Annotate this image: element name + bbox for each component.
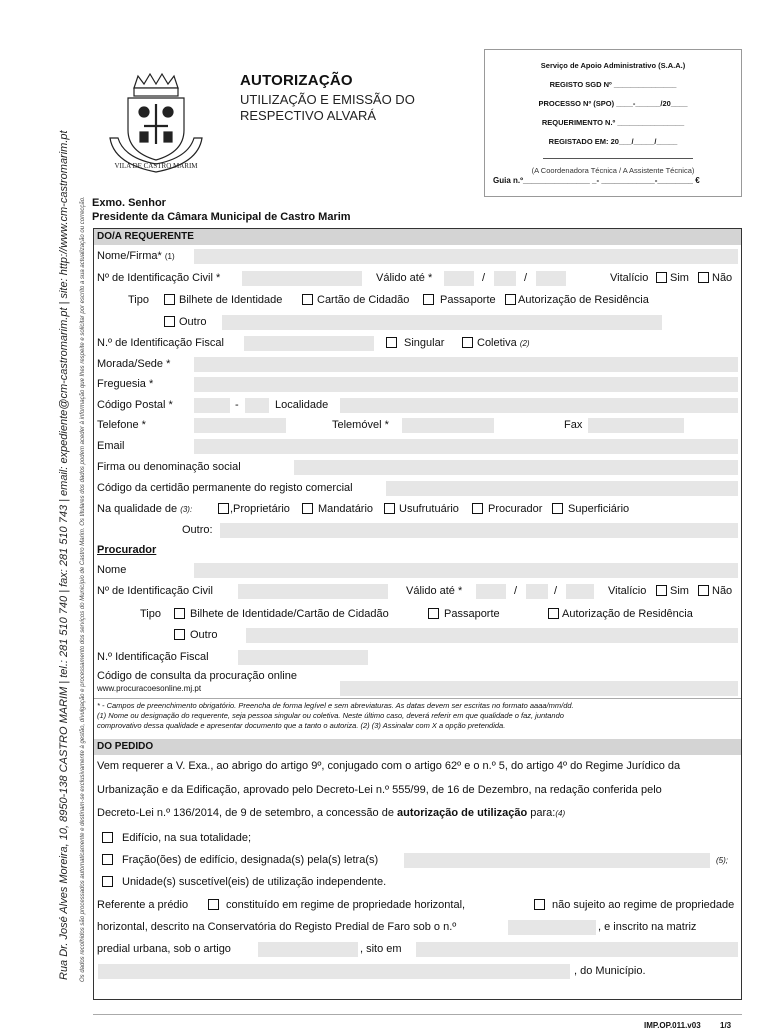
tipo-label: Tipo — [128, 294, 149, 306]
admin-requerimento-label: REQUERIMENTO N.º ________________ — [541, 118, 685, 127]
nome-field[interactable] — [194, 249, 738, 264]
qualidade-outro-field[interactable] — [220, 523, 738, 538]
telemovel-label: Telemóvel * — [332, 419, 389, 431]
localizacao-field[interactable] — [98, 964, 570, 979]
procurador-outro-label: Outro — [190, 629, 218, 641]
sito-field[interactable] — [416, 942, 738, 957]
qualidade-outro-label: Outro: — [182, 524, 213, 536]
certidao-label: Código da certidão permanente do registo comercial — [97, 482, 353, 494]
fracao-label: Fração(ões) de edifício, designada(s) pela(s) letra(s) — [122, 854, 379, 866]
procurador-sim-label: Sim — [670, 585, 689, 597]
procurador-valido-label: Válido até * — [406, 585, 463, 597]
valido-month-field[interactable] — [494, 271, 516, 286]
coat-of-arms-logo — [104, 68, 208, 180]
outro-label: Outro — [179, 316, 207, 328]
coletiva-label: Coletiva (2) — [477, 337, 530, 349]
artigo-field[interactable] — [258, 942, 358, 957]
admin-registado-label: REGISTADO EM: 20___/_____/_____ — [548, 137, 678, 146]
admin-processo-label: PROCESSO Nº (SPO) ____-______/20____ — [538, 99, 688, 108]
admin-registo-label: REGISTO SGD Nº _______________ — [549, 80, 677, 89]
superficiario-label: Superficiário — [568, 503, 630, 515]
bi-label: Bilhete de Identidade — [179, 294, 283, 306]
fracao-checkbox[interactable] — [102, 854, 113, 865]
consulta-label: Código de consulta da procuração online — [97, 670, 297, 682]
fracao-note: (5); — [716, 856, 728, 865]
section-pedido-header: DO PEDIDO — [94, 739, 741, 755]
procurador-passaporte-checkbox[interactable] — [428, 608, 439, 619]
singular-label: Singular — [404, 337, 445, 349]
footer-divider — [93, 1014, 742, 1015]
outro-checkbox[interactable] — [164, 316, 175, 327]
procurador-id-label: Nº de Identificação Civil — [97, 585, 213, 597]
signature-line — [543, 158, 693, 159]
passaporte-label: Passaporte — [440, 294, 496, 306]
addressee-line1: Exmo. Senhor — [92, 197, 166, 209]
id-civil-label: Nº de Identificação Civil * — [97, 272, 221, 284]
notes-line1: * - Campos de preenchimento obrigatório. Preencha de forma legível e sem abreviaturas. As datas devem ser escritas no formato aaaa/mm/dd. — [97, 701, 574, 710]
freguesia-label: Freguesia * — [97, 378, 154, 390]
procurador-valido-month-field[interactable] — [526, 584, 548, 599]
conservatoria-label: horizontal, descrito na Conservatória do Registo Predial de Faro sob o n.º — [97, 921, 457, 933]
procurador-label: Procurador — [488, 503, 543, 515]
valido-day-field[interactable] — [536, 271, 566, 286]
cc-label: Cartão de Cidadão — [317, 294, 410, 306]
procurador-bi-cc-checkbox[interactable] — [174, 608, 185, 619]
admin-office-box — [484, 49, 742, 197]
morada-field[interactable] — [194, 357, 738, 372]
admin-service-label: Serviço de Apoio Administrativo (S.A.A.) — [540, 61, 686, 70]
procurador-autorizacao-checkbox[interactable] — [548, 608, 559, 619]
notes-line2: (1) Nome ou designação do requerente, seja pessoa singular ou coletiva. Neste último caso, deverá referir em que qualidade o faz, juntando — [97, 711, 564, 720]
sito-label: , sito em — [360, 943, 402, 955]
procurador-nome-label: Nome — [97, 564, 127, 576]
pedido-text-line2: Urbanização e da Edificação, aprovado pelo Decreto-Lei n.º 555/99, de 16 de Dezembro, na redação conferida pelo — [97, 784, 662, 796]
procurador-autorizacao-label: Autorização de Residência — [562, 608, 693, 620]
autorizacao-residencia-checkbox[interactable] — [505, 294, 516, 305]
privacy-sidebar: Os dados recolhidos são processados automaticamente e destinam-se exclusivamente à gestão, divulgação e processamento dos serviços do Município de Castro Marim. Os titulares dos dados podem aceder à informação que lhes respeite e solicitar por escrito a sua actualização ou correcção. — [80, 196, 86, 982]
procurador-id-field[interactable] — [238, 584, 388, 599]
superficiario-checkbox[interactable] — [552, 503, 563, 514]
date-separator: / — [514, 585, 518, 597]
telemovel-field[interactable] — [402, 418, 494, 433]
procurador-nif-label: N.º Identificação Fiscal — [97, 651, 209, 663]
procurador-valido-year-field[interactable] — [476, 584, 506, 599]
form-subtitle-line2: RESPECTIVO ALVARÁ — [240, 108, 377, 123]
edificio-totalidade-label: Edifício, na sua totalidade; — [122, 832, 252, 844]
cc-checkbox[interactable] — [302, 294, 313, 305]
morada-label: Morada/Sede * — [97, 358, 171, 370]
procurador-nome-field[interactable] — [194, 563, 738, 578]
procurador-checkbox[interactable] — [472, 503, 483, 514]
proprietario-checkbox[interactable] — [218, 503, 229, 514]
conservatoria-numero-field[interactable] — [508, 920, 596, 935]
email-field[interactable] — [194, 439, 738, 454]
codigo-postal-field[interactable] — [194, 398, 230, 413]
firma-label: Firma ou denominação social — [97, 461, 241, 473]
procurador-vitalicio-sim-checkbox[interactable] — [656, 585, 667, 596]
coletiva-checkbox[interactable] — [462, 337, 473, 348]
referente-label: Referente a prédio — [97, 899, 189, 911]
unidade-label: Unidade(s) suscetível(eis) de utilização independente. — [122, 876, 387, 888]
vitalicio-nao-checkbox[interactable] — [698, 272, 709, 283]
fax-field[interactable] — [588, 418, 684, 433]
pedido-text-line3: Decreto-Lei n.º 136/2014, de 9 de setembro, a concessão de autorização de utilização para:(4) — [97, 807, 566, 819]
page-number: 1/3 — [720, 1021, 732, 1030]
application-form — [93, 228, 742, 1000]
qualidade-label: Na qualidade de (3): — [97, 503, 193, 515]
outro-field[interactable] — [222, 315, 662, 330]
municipio-label: , do Município. — [574, 965, 646, 977]
unidade-checkbox[interactable] — [102, 876, 113, 887]
nao-sujeito-label: não sujeito ao regime de propriedade — [552, 899, 735, 911]
usufrutuario-label: Usufrutuário — [399, 503, 459, 515]
valido-label: Válido até * — [376, 272, 433, 284]
procuracoes-website: www.procuracoesonline.mj.pt — [97, 684, 202, 693]
nome-label: Nome/Firma* (1) — [97, 250, 175, 262]
postal-dash: - — [235, 399, 239, 411]
logo-banner-text: VILA DE CASTRO MARIM — [114, 162, 198, 170]
contact-sidebar: Rua Dr. José Alves Moreira, 10, 8950-138 CASTRO MARIM | tel.: 281 510 740 | fax: 281 510 743 | email: expediente@cm-castromarim.pt | site: http://www.cm-castromarim.pt — [58, 130, 70, 980]
fax-label: Fax — [564, 419, 583, 431]
matriz-label: , e inscrito na matriz — [598, 921, 697, 933]
sim-label: Sim — [670, 272, 689, 284]
telefone-label: Telefone * — [97, 419, 146, 431]
date-separator: / — [524, 272, 528, 284]
proprietario-label: ,Proprietário — [230, 503, 290, 515]
autorizacao-residencia-label: Autorização de Residência — [518, 294, 649, 306]
certidao-field[interactable] — [386, 481, 738, 496]
vitalicio-sim-checkbox[interactable] — [656, 272, 667, 283]
bi-checkbox[interactable] — [164, 294, 175, 305]
usufrutuario-checkbox[interactable] — [384, 503, 395, 514]
nao-sujeito-checkbox[interactable] — [534, 899, 545, 910]
valido-year-field[interactable] — [444, 271, 474, 286]
section-requerente-header: DO/A REQUERENTE — [94, 229, 741, 245]
procurador-vitalicio-nao-checkbox[interactable] — [698, 585, 709, 596]
email-label: Email — [97, 440, 125, 452]
mandatario-checkbox[interactable] — [302, 503, 313, 514]
procurador-nif-field[interactable] — [238, 650, 368, 665]
admin-coordenadora-label: (A Coordenadora Técnica / A Assistente Técnica) — [531, 166, 695, 175]
telefone-field[interactable] — [194, 418, 286, 433]
mandatario-label: Mandatário — [318, 503, 374, 515]
procurador-tipo-label: Tipo — [140, 608, 161, 620]
pedido-text-line1: Vem requerer a V. Exa., ao abrigo do artigo 9º, conjugado com o artigo 62º e o n.º 5, do artigo 4º do Regime Jurídico da — [97, 760, 681, 772]
vitalicio-label: Vitalício — [610, 272, 649, 284]
nif-label: N.º de Identificação Fiscal — [97, 337, 224, 349]
fracao-letra-field[interactable] — [404, 853, 710, 868]
propriedade-horizontal-label: constituído em regime de propriedade horizontal, — [226, 899, 466, 911]
procurador-nao-label: Não — [712, 585, 733, 597]
edificio-totalidade-checkbox[interactable] — [102, 832, 113, 843]
procurador-valido-day-field[interactable] — [566, 584, 594, 599]
notes-line3: comprovativo dessa qualidade e apresentar documento que a tanto o autoriza. (2) (3) Assinalar com X a opção pretendida. — [97, 721, 506, 730]
form-subtitle-line1: UTILIZAÇÃO E EMISSÃO DO — [240, 92, 415, 107]
procurador-outro-field[interactable] — [246, 628, 738, 643]
form-title: AUTORIZAÇÃO — [240, 72, 353, 89]
notes-divider — [94, 698, 741, 699]
artigo-label: predial urbana, sob o artigo — [97, 943, 231, 955]
localidade-field[interactable] — [340, 398, 738, 413]
procurador-outro-checkbox[interactable] — [174, 629, 185, 640]
localidade-label: Localidade — [275, 399, 329, 411]
admin-guia-label: Guia n.º_______________ _- ____________-________ € — [493, 176, 700, 185]
procurador-vitalicio-label: Vitalício — [608, 585, 647, 597]
freguesia-field[interactable] — [194, 377, 738, 392]
consulta-field[interactable] — [340, 681, 738, 696]
singular-checkbox[interactable] — [386, 337, 397, 348]
nif-field[interactable] — [244, 336, 374, 351]
date-separator: / — [482, 272, 486, 284]
procurador-heading: Procurador — [97, 544, 157, 556]
addressee-line2: Presidente da Câmara Municipal de Castro Marim — [92, 211, 351, 223]
codigo-postal-label: Código Postal * — [97, 399, 173, 411]
firma-field[interactable] — [294, 460, 738, 475]
id-civil-field[interactable] — [242, 271, 362, 286]
propriedade-horizontal-checkbox[interactable] — [208, 899, 219, 910]
procurador-passaporte-label: Passaporte — [444, 608, 500, 620]
procurador-bi-cc-label: Bilhete de Identidade/Cartão de Cidadão — [190, 608, 389, 620]
codigo-postal-suffix-field[interactable] — [245, 398, 269, 413]
date-separator: / — [554, 585, 558, 597]
nao-label: Não — [712, 272, 733, 284]
passaporte-checkbox[interactable] — [423, 294, 434, 305]
form-code: IMP.OP.011.v03 — [644, 1021, 701, 1030]
